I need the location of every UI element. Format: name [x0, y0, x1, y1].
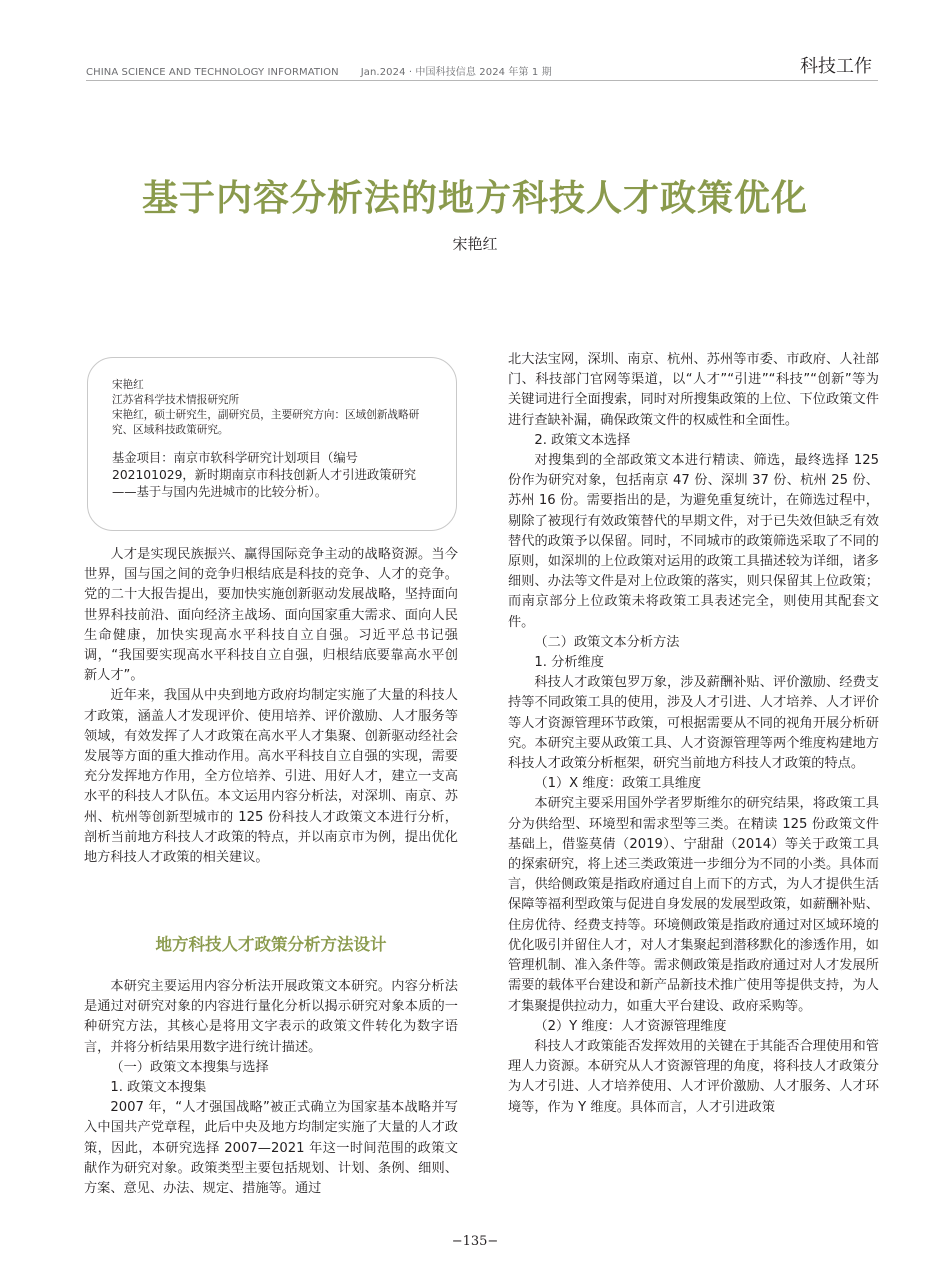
- journal-issue: Jan.2024 · 中国科技信息 2024 年第 1 期: [360, 67, 552, 78]
- paragraph: 2007 年，“人才强国战略”被正式确立为国家基本战略并写入中国共产党章程，此后中央及地方均制定实施了大量的人才政策，因此，本研究选择 2007—2021 年这一时间范围的政策文献作为研究对象。政策类型主要包括规划、计划、条例、细则、方案、意见、办法、规定、措施等。通过: [84, 1100, 458, 1197]
- paragraph: 1. 政策文本搜集: [110, 1080, 207, 1096]
- paragraph: 北大法宝网，深圳、南京、杭州、苏州等市委、市政府、人社部门、科技部门官网等渠道，以“人才”“引进”“科技”“创新”等为关键词进行全面搜索，同时对所搜集政策的上位、下位政策文件进行查缺补漏，确保政策文件的权威性和全面性。: [508, 352, 879, 428]
- article-title: 基于内容分析法的地方科技人才政策优化: [141, 178, 808, 219]
- article-author: 宋艳红: [452, 235, 498, 253]
- paragraph: 近年来，我国从中央到地方政府均制定实施了大量的科技人才政策，涵盖人才发现评价、使用培养、评价激励、人才服务等领域，有效发挥了人才政策在高水平人才集聚、创新驱动经社会发展等方面的重大推动作用。高水平科技自立自强的实现，需要充分发挥地方作用，全方位培养、引进、用好人才，建立一支高水平的科技人才队伍。本文运用内容分析法，对深圳、南京、苏州、杭州等创新型城市的 125 份科技人才政策文本进行分析，剖析当前地方科技人才政策的特点，并以南京市为例，提出优化地方科技人才政策的相关建议。: [84, 688, 458, 866]
- section-label: 科技工作: [800, 56, 872, 77]
- paragraph: 本研究主要运用内容分析法开展政策文本研究。内容分析法是通过对研究对象的内容进行量化分析以揭示研究对象本质的一种研究方法，其核心是将用文字表示的政策文件转化为数字语言，并将分析结果用数字进行统计描述。: [84, 979, 458, 1055]
- author-info-box: [87, 357, 457, 531]
- journal-name-en: CHINA SCIENCE AND TECHNOLOGY INFORMATION: [86, 67, 339, 78]
- left-column-body: [84, 977, 458, 1199]
- author-info-line: 宋艳红: [112, 379, 144, 391]
- right-column-body: [508, 350, 879, 1118]
- paragraph: （一）政策文本搜集与选择: [110, 1059, 269, 1075]
- section-heading: 地方科技人才政策分析方法设计: [155, 935, 387, 954]
- paragraph: 2. 政策文本选择: [534, 432, 631, 448]
- paragraph: 对搜集到的全部政策文本进行精读、筛选，最终选择 125 份作为研究对象，包括南京 47 份、深圳 37 份、杭州 25 份、苏州 16 份。需要指出的是，为避免重复统计，在筛选过程中，剔除了被现行有效政策替代的早期文件，对于已失效但缺乏有效替代的政策予以保留。同时，不同城市的政策筛选采取了不同的原则，如深圳的上位政策对运用的政策工具描述较为详细，诸多细则、办法等文件是对上位政策的落实，则只保留其上位政策；而南京部分上位政策未将政策工具表述完全，则使用其配套文件。: [508, 453, 879, 630]
- intro-text: [84, 545, 458, 868]
- author-info-line: 宋艳红，硕士研究生，副研究员，主要研究方向：区域创新战略研究、区域科技政策研究。: [112, 409, 420, 436]
- paragraph: （2）Y 维度：人才资源管理维度: [534, 1018, 727, 1034]
- paragraph: 科技人才政策包罗万象，涉及薪酬补贴、评价激励、经费支持等不同政策工具的使用，涉及人才引进、人才培养、人才评价等人才资源管理环节政策，可根据需要从不同的视角开展分析研究。本研究主要从政策工具、人才资源管理等两个维度构建地方科技人才政策分析框架，研究当前地方科技人才政策的特点。: [508, 675, 879, 772]
- page-number: −135−: [451, 1234, 499, 1249]
- paragraph: 本研究主要采用国外学者罗斯维尔的研究结果，将政策工具分为供给型、环境型和需求型等三类。在精读 125 份政策文件基础上，借鉴莫倩（2019）、宁甜甜（2014）等关于政策工具的探索研究，将上述三类政策进一步细分为不同的小类。具体而言，供给侧政策是指政府通过自上而下的方式，为人才提供生活保障等福利型政策与促进自身发展的发展型政策，如薪酬补贴、住房优待、经费支持等。环境侧政策是指政府通过对区域环境的优化吸引并留住人才，对人才集聚起到潜移默化的渗透作用，如管理机制、准入条件等。需求侧政策是指政府通过对人才发展所需要的载体平台建设和新产品新技术推广使用等提供支持，为人才集聚提供拉动力，如重大平台建设、政府采购等。: [508, 796, 879, 1014]
- fund-project: 基金项目：南京市软科学研究计划项目（编号202101029，新时期南京市科技创新人才引进政策研究——基于与国内先进城市的比较分析）。: [112, 451, 417, 499]
- paragraph: 1. 分析维度: [534, 655, 604, 671]
- journal-header: [86, 63, 552, 78]
- paragraph: 人才是实现民族振兴、赢得国际竞争主动的战略资源。当今世界，国与国之间的竞争归根结底是科技的竞争、人才的竞争。党的二十大报告提出，要加快实施创新驱动发展战略，坚持面向世界科技前沿、面向经济主战场、面向国家重大需求、面向人民生命健康，加快实现高水平科技自立自强。习近平总书记强调，“我国要实现高水平科技自立自强，归根结底要靠高水平创新人才”。: [84, 547, 458, 684]
- paragraph: 科技人才政策能否发挥效用的关键在于其能否合理使用和管理人力资源。本研究从人才资源管理的角度，将科技人才政策分为人才引进、人才培养使用、人才评价激励、人才服务、人才环境等，作为 Y 维度。具体而言，人才引进政策: [508, 1038, 879, 1115]
- header-rule: [86, 80, 878, 81]
- paragraph: （二）政策文本分析方法: [534, 634, 680, 650]
- paragraph: （1）X 维度：政策工具维度: [534, 776, 702, 792]
- author-info-line: 江苏省科学技术情报研究所: [112, 394, 240, 406]
- author-info: [112, 378, 432, 438]
